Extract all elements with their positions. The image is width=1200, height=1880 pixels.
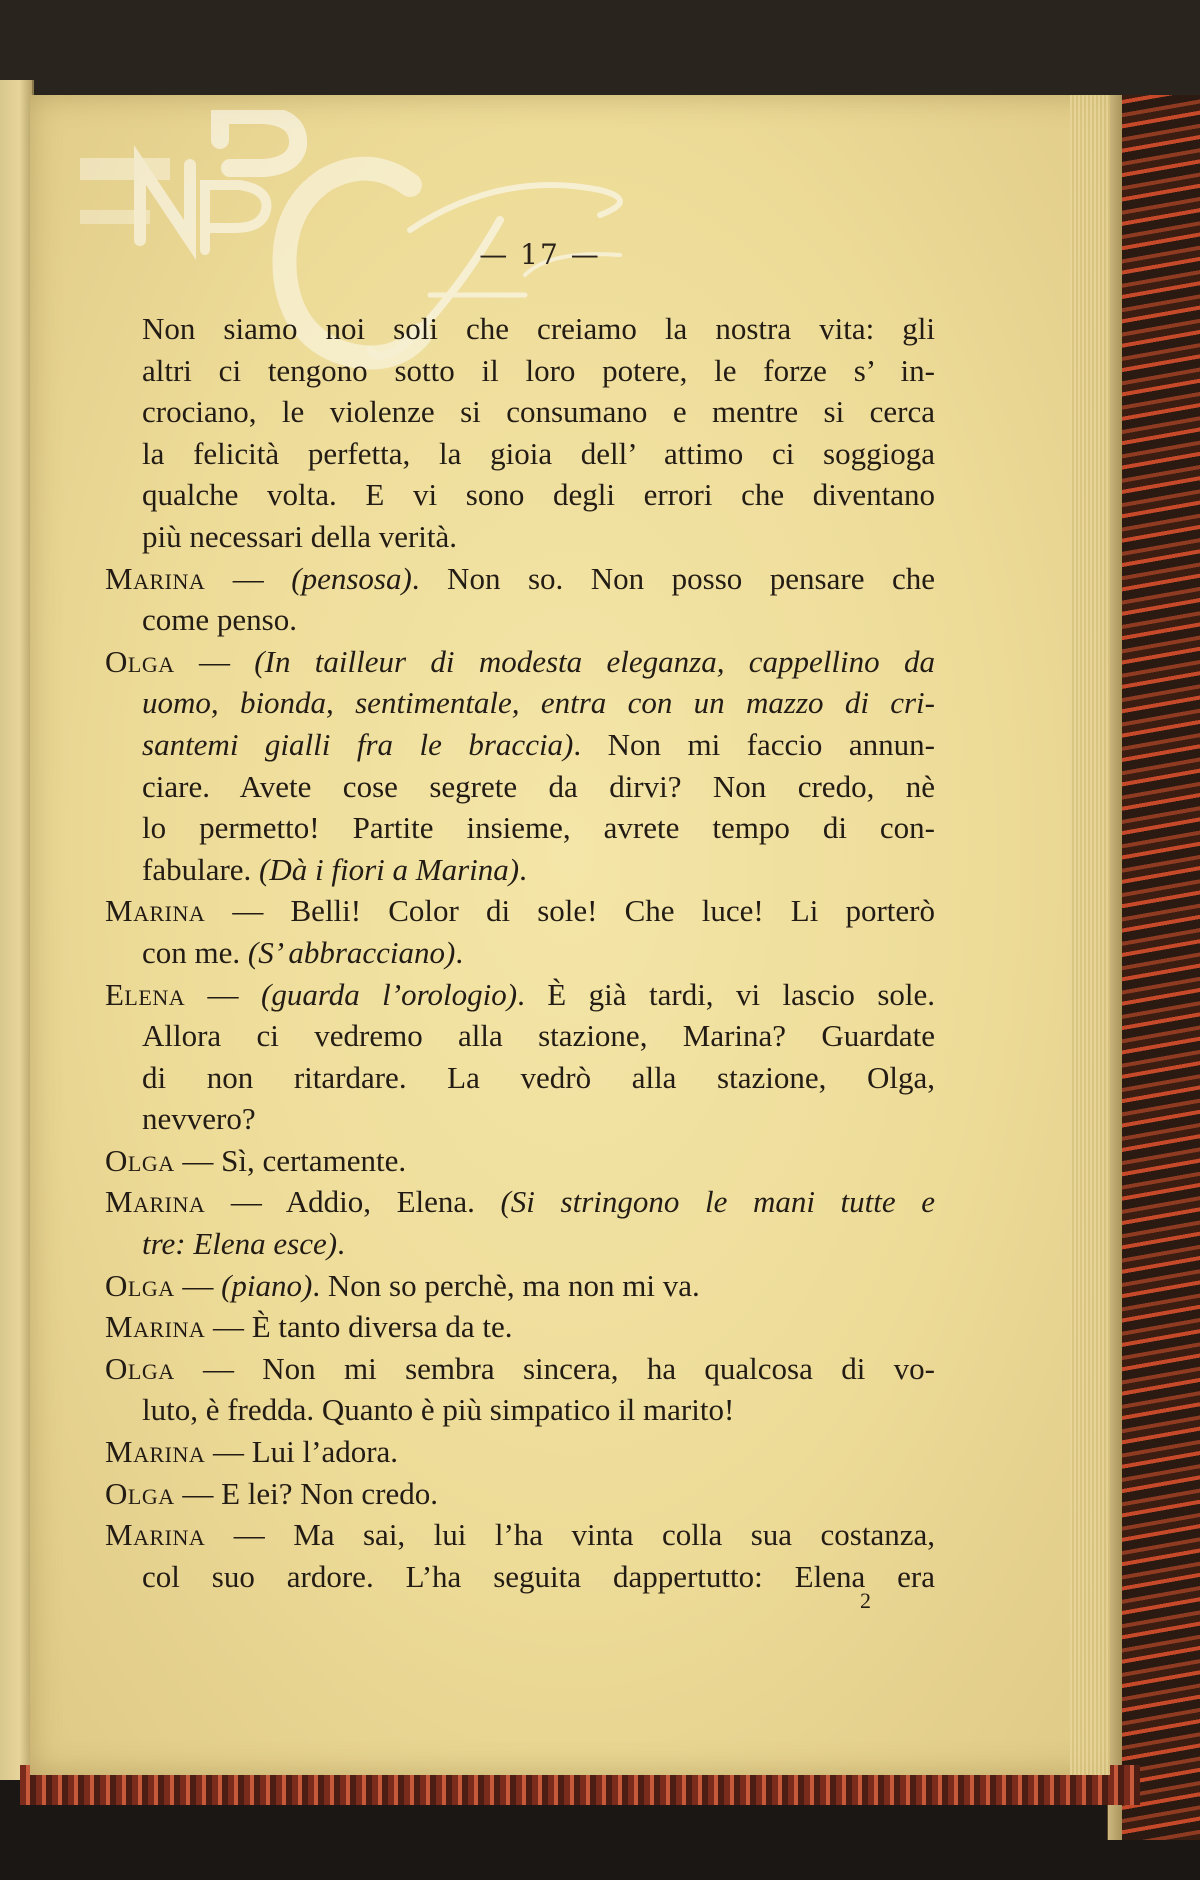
dialogue-text: Allora ci vedremo alla stazione, Marina? Guardate xyxy=(142,1018,935,1054)
text-line xyxy=(105,849,935,891)
dialogue-text: col suo ardore. L’ha seguita dappertutto: Elena era xyxy=(142,1558,935,1594)
text-line xyxy=(105,932,935,974)
dialogue-text: — Non mi sembra sincera, ha qualcosa di vo- xyxy=(174,1350,935,1386)
dialogue-text: nevvero? xyxy=(142,1101,256,1137)
speaker-name: Olga xyxy=(105,1475,175,1511)
dialogue-text: — È tanto diversa da te. xyxy=(205,1309,513,1345)
text-line xyxy=(105,682,935,724)
speaker-name: Olga xyxy=(105,1267,175,1303)
text-line xyxy=(105,1015,935,1057)
text-line xyxy=(105,1265,935,1307)
page-fore-edge xyxy=(1070,95,1110,1775)
dialogue-text: . Non mi faccio annun- xyxy=(573,726,935,762)
dialogue-text: con me. xyxy=(142,934,248,970)
dialogue-text: — Ma sai, lui l’ha vinta colla sua costanza, xyxy=(205,1517,935,1553)
dialogue-text: la felicità perfetta, la gioia dell’ attimo ci soggioga xyxy=(142,435,935,471)
dialogue-text: — Lui l’adora. xyxy=(205,1434,399,1470)
dialogue-text: — E lei? Non credo. xyxy=(174,1475,439,1511)
text-line xyxy=(105,1514,935,1556)
stage-direction: (In tailleur di modesta eleganza, cappellino da xyxy=(254,643,935,679)
speaker-name: Olga xyxy=(105,1142,175,1178)
text-line xyxy=(105,1348,935,1390)
text-line xyxy=(105,474,935,516)
dialogue-text: fabulare. xyxy=(142,851,260,887)
stage-direction: (Si stringono le mani tutte e xyxy=(500,1184,935,1220)
page-number: — 17 — xyxy=(479,238,601,271)
text-line xyxy=(105,1431,935,1473)
text-line xyxy=(105,807,935,849)
speaker-name: Marina xyxy=(105,560,206,596)
text-line xyxy=(105,1306,935,1348)
text-line xyxy=(105,724,935,766)
dialogue-text: — Sì, certamente. xyxy=(174,1142,407,1178)
text-line xyxy=(105,516,935,558)
dialogue-text: — xyxy=(185,976,261,1012)
dialogue-text: . xyxy=(337,1226,345,1262)
stage-direction: (pensosa) xyxy=(291,560,412,596)
dialogue-text: Non siamo noi soli che creiamo la nostra vita: gli xyxy=(142,311,935,346)
stage-direction: (piano) xyxy=(221,1267,313,1303)
dialogue-text: . xyxy=(519,851,527,887)
dialogue-text: — Addio, Elena. xyxy=(205,1184,501,1220)
speaker-name: Elena xyxy=(105,976,186,1012)
dialogue-text: di non ritardare. La vedrò alla stazione, Olga, xyxy=(142,1059,935,1095)
dialogue-text: — xyxy=(174,1267,222,1303)
stage-direction: (guarda l’orologio) xyxy=(261,976,518,1012)
dialogue-text: qualche volta. E vi sono degli errori che diventano xyxy=(142,477,935,513)
text-line xyxy=(105,1223,935,1265)
text-line xyxy=(105,890,935,932)
dialogue-text: lo permetto! Partite insieme, avrete tempo di con- xyxy=(142,810,935,846)
text-line xyxy=(105,350,935,392)
left-page-edge xyxy=(0,80,34,1780)
dialogue-text: . xyxy=(455,934,464,970)
text-line xyxy=(105,308,935,350)
signature-mark: 2 xyxy=(860,1588,871,1613)
speaker-name: Olga xyxy=(105,643,175,679)
text-line xyxy=(105,1098,935,1140)
text-line xyxy=(105,641,935,683)
speaker-name: Olga xyxy=(105,1350,175,1386)
text-line xyxy=(105,1389,935,1431)
text-line xyxy=(105,599,935,641)
text-line xyxy=(105,391,935,433)
text-line xyxy=(105,433,935,475)
text-line xyxy=(105,974,935,1016)
dialogue-text: — Belli! Color di sole! Che luce! Li porterò xyxy=(205,893,935,929)
speaker-name: Marina xyxy=(105,1184,206,1220)
text-line xyxy=(105,1057,935,1099)
dialogue-text: come penso. xyxy=(142,602,297,638)
dialogue-text: . È già tardi, vi lascio sole. xyxy=(517,976,936,1012)
text-line xyxy=(105,766,935,808)
stage-direction: (Dà i fiori a Marina) xyxy=(259,851,520,887)
dialogue-text: luto, è fredda. Quanto è più simpatico il marito! xyxy=(142,1392,735,1428)
cover-edge xyxy=(1108,95,1122,1840)
dialogue-text: . Non so. Non posso pensare che xyxy=(411,560,935,596)
text-line xyxy=(105,558,935,600)
text-line xyxy=(105,1140,935,1182)
dialogue-text: più necessari della verità. xyxy=(142,518,458,554)
dialogue-text: . Non so perchè, ma non mi va. xyxy=(312,1267,700,1303)
speaker-name: Marina xyxy=(105,1434,206,1470)
dialogue-text: altri ci tengono sotto il loro potere, le forze s’ in- xyxy=(142,352,935,388)
speaker-name: Marina xyxy=(105,1517,206,1553)
dialogue-text: ciare. Avete cose segrete da dirvi? Non credo, nè xyxy=(142,768,935,804)
stage-direction: tre: Elena esce) xyxy=(142,1226,338,1262)
speaker-name: Marina xyxy=(105,1309,206,1345)
stage-direction: santemi gialli fra le braccia) xyxy=(142,726,574,762)
text-line xyxy=(105,1181,935,1223)
dialogue-text: crociano, le violenze si consumano e mentre si cerca xyxy=(142,394,935,430)
dialogue-text: — xyxy=(205,560,292,596)
text-line xyxy=(105,1473,935,1515)
stage-direction: uomo, bionda, sentimentale, entra con un mazzo di cri- xyxy=(142,685,935,721)
play-text-block xyxy=(105,308,935,1597)
dialogue-text: — xyxy=(174,643,255,679)
stage-direction: (S’ abbracciano) xyxy=(247,934,456,970)
text-line xyxy=(105,1556,935,1598)
speaker-name: Marina xyxy=(105,893,206,929)
